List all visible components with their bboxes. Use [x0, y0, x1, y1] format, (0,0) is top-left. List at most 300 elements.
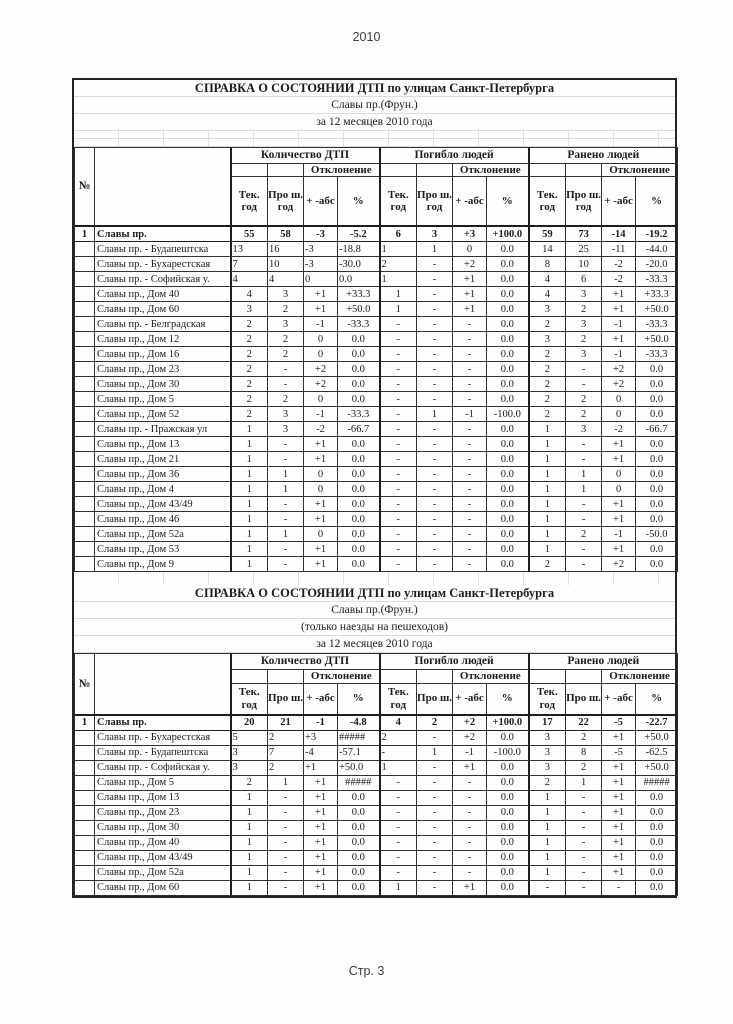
value-cell: -: [417, 452, 453, 467]
value-cell: 2: [268, 347, 304, 362]
value-cell: -33.3: [636, 347, 678, 362]
value-cell: 0.0: [636, 467, 678, 482]
value-cell: -1: [453, 407, 487, 422]
value-cell: -66.7: [636, 422, 678, 437]
row-street-name: Славы пр.: [95, 226, 231, 242]
value-cell: -: [417, 437, 453, 452]
value-cell: 0.0: [338, 835, 380, 850]
col-subheader: Про ш.: [268, 683, 304, 715]
value-cell: -: [417, 775, 453, 790]
value-cell: +1: [602, 775, 636, 790]
value-cell: -: [602, 880, 636, 895]
value-cell: -: [417, 392, 453, 407]
value-cell: 0.0: [636, 377, 678, 392]
value-cell: -: [417, 302, 453, 317]
value-cell: 0.0: [487, 880, 529, 895]
col-subheader: Тек. год: [231, 683, 268, 715]
value-cell: -: [417, 820, 453, 835]
value-cell: +1: [304, 302, 338, 317]
value-cell: 3: [231, 302, 268, 317]
col-subheader: + -абс: [453, 177, 487, 227]
col-subheader: + -абс: [304, 683, 338, 715]
row-number: [75, 302, 95, 317]
row-number: [75, 512, 95, 527]
value-cell: 2: [380, 730, 417, 745]
col-subheader: Тек. год: [529, 683, 566, 715]
value-cell: -: [453, 362, 487, 377]
row-street-name: Славы пр., Дом 52а: [95, 865, 231, 880]
col-group-header: Количество ДТП: [231, 148, 380, 164]
value-cell: 1: [529, 437, 566, 452]
accident-table: [74, 147, 678, 572]
row-number: [75, 257, 95, 272]
value-cell: 1: [529, 805, 566, 820]
value-cell: +1: [304, 850, 338, 865]
row-street-name: Славы пр., Дом 23: [95, 362, 231, 377]
value-cell: 1: [529, 865, 566, 880]
value-cell: 2: [231, 362, 268, 377]
value-cell: 0: [304, 467, 338, 482]
value-cell: -: [566, 865, 602, 880]
value-cell: 0.0: [636, 497, 678, 512]
value-cell: -: [417, 332, 453, 347]
value-cell: 3: [268, 422, 304, 437]
value-cell: +1: [304, 820, 338, 835]
row-street-name: Славы пр., Дом 16: [95, 347, 231, 362]
value-cell: -100.0: [487, 745, 529, 760]
value-cell: +1: [602, 835, 636, 850]
table-row: [75, 527, 678, 542]
table-title: Славы пр.(Фрун.): [74, 97, 675, 114]
value-cell: 2: [231, 347, 268, 362]
value-cell: 0: [304, 332, 338, 347]
value-cell: 1: [380, 287, 417, 302]
value-cell: 1: [529, 482, 566, 497]
value-cell: -: [566, 790, 602, 805]
value-cell: -: [566, 377, 602, 392]
value-cell: +1: [304, 835, 338, 850]
value-cell: -: [453, 557, 487, 572]
value-cell: 2: [529, 775, 566, 790]
value-cell: -3: [304, 257, 338, 272]
col-header-deviation: Отклонение: [304, 670, 380, 683]
value-cell: -62.5: [636, 745, 678, 760]
table-row: [75, 302, 678, 317]
value-cell: 2: [231, 332, 268, 347]
value-cell: -11: [602, 242, 636, 257]
value-cell: +33.3: [338, 287, 380, 302]
value-cell: 2: [566, 760, 602, 775]
value-cell: -33.3: [338, 317, 380, 332]
value-cell: +1: [304, 437, 338, 452]
value-cell: 0: [304, 272, 338, 287]
value-cell: 1: [529, 527, 566, 542]
value-cell: 0.0: [487, 497, 529, 512]
value-cell: 0.0: [487, 392, 529, 407]
value-cell: 0.0: [338, 542, 380, 557]
value-cell: 1: [268, 467, 304, 482]
table-row: [75, 287, 678, 302]
value-cell: 0: [602, 482, 636, 497]
value-cell: 0.0: [338, 437, 380, 452]
value-cell: -: [453, 332, 487, 347]
value-cell: 0: [304, 392, 338, 407]
value-cell: 1: [529, 835, 566, 850]
row-street-name: Славы пр., Дом 13: [95, 437, 231, 452]
value-cell: 0.0: [338, 512, 380, 527]
value-cell: 25: [566, 242, 602, 257]
col-header-deviation: Отклонение: [304, 164, 380, 177]
value-cell: -: [380, 452, 417, 467]
value-cell: +50.0: [636, 332, 678, 347]
value-cell: 0.0: [636, 362, 678, 377]
value-cell: 0.0: [487, 422, 529, 437]
table-row: [75, 775, 678, 790]
value-cell: 1: [380, 760, 417, 775]
value-cell: 1: [231, 865, 268, 880]
row-number: [75, 437, 95, 452]
value-cell: -: [380, 467, 417, 482]
value-cell: 2: [529, 377, 566, 392]
value-cell: -: [380, 377, 417, 392]
report-block-pedestrians: [74, 585, 675, 895]
value-cell: +1: [304, 805, 338, 820]
value-cell: 2: [268, 332, 304, 347]
value-cell: -50.0: [636, 527, 678, 542]
col-subheader: + -абс: [602, 177, 636, 227]
value-cell: 2: [529, 557, 566, 572]
value-cell: 1: [566, 775, 602, 790]
value-cell: -5: [602, 745, 636, 760]
table-row: [75, 730, 678, 745]
row-number: [75, 527, 95, 542]
value-cell: +1: [304, 760, 338, 775]
value-cell: -: [453, 865, 487, 880]
row-street-name: Славы пр., Дом 21: [95, 452, 231, 467]
value-cell: 3: [529, 302, 566, 317]
value-cell: -: [380, 805, 417, 820]
value-cell: 2: [529, 392, 566, 407]
value-cell: +1: [304, 497, 338, 512]
value-cell: 1: [268, 775, 304, 790]
value-cell: -: [380, 437, 417, 452]
value-cell: 0.0: [487, 257, 529, 272]
value-cell: 0.0: [338, 467, 380, 482]
value-cell: 2: [529, 407, 566, 422]
value-cell: +1: [304, 865, 338, 880]
value-cell: +1: [304, 542, 338, 557]
value-cell: 1: [380, 242, 417, 257]
value-cell: -5.2: [338, 226, 380, 242]
value-cell: 1: [529, 820, 566, 835]
value-cell: 3: [566, 317, 602, 332]
value-cell: 1: [529, 467, 566, 482]
value-cell: 0.0: [338, 362, 380, 377]
row-number: [75, 332, 95, 347]
value-cell: -: [268, 805, 304, 820]
value-cell: 0: [453, 242, 487, 257]
value-cell: -: [453, 775, 487, 790]
value-cell: 3: [231, 745, 268, 760]
value-cell: -: [380, 332, 417, 347]
value-cell: -18.8: [338, 242, 380, 257]
value-cell: -: [566, 805, 602, 820]
value-cell: +1: [602, 512, 636, 527]
value-cell: 0.0: [487, 790, 529, 805]
value-cell: -: [380, 835, 417, 850]
table-title: Славы пр.(Фрун.): [74, 602, 675, 619]
value-cell: 2: [231, 775, 268, 790]
value-cell: 3: [268, 317, 304, 332]
value-cell: 3: [529, 760, 566, 775]
value-cell: 0.0: [487, 272, 529, 287]
row-street-name: Славы пр. - Бухарестская: [95, 257, 231, 272]
value-cell: 1: [231, 805, 268, 820]
value-cell: 0.0: [636, 557, 678, 572]
value-cell: -100.0: [487, 407, 529, 422]
value-cell: 0.0: [338, 820, 380, 835]
value-cell: -: [453, 467, 487, 482]
row-number: [75, 805, 95, 820]
table-row: [75, 557, 678, 572]
col-subheader: + -абс: [602, 683, 636, 715]
value-cell: -1: [602, 527, 636, 542]
value-cell: -: [380, 392, 417, 407]
col-header-no: №: [75, 654, 95, 715]
report-block-accidents: [74, 80, 675, 572]
row-street-name: Славы пр., Дом 52: [95, 407, 231, 422]
row-street-name: Славы пр. - Софийская у.: [95, 760, 231, 775]
accident-table: [74, 653, 678, 895]
value-cell: +2: [453, 730, 487, 745]
value-cell: 0: [602, 467, 636, 482]
value-cell: #####: [338, 775, 380, 790]
value-cell: 1: [566, 467, 602, 482]
value-cell: 1: [417, 407, 453, 422]
value-cell: -30.0: [338, 257, 380, 272]
row-number: [75, 835, 95, 850]
value-cell: 6: [566, 272, 602, 287]
value-cell: -22.7: [636, 715, 678, 731]
col-header-deviation: Отклонение: [453, 670, 529, 683]
value-cell: +1: [304, 790, 338, 805]
value-cell: -: [268, 512, 304, 527]
col-subheader: Про ш.: [417, 683, 453, 715]
row-street-name: Славы пр., Дом 52а: [95, 527, 231, 542]
value-cell: 1: [529, 422, 566, 437]
value-cell: 1: [529, 452, 566, 467]
value-cell: 0.0: [338, 272, 380, 287]
row-number: [75, 287, 95, 302]
value-cell: 3: [417, 226, 453, 242]
value-cell: -: [453, 512, 487, 527]
value-cell: -: [417, 287, 453, 302]
value-cell: 4: [529, 272, 566, 287]
value-cell: 0.0: [487, 242, 529, 257]
table-title: за 12 месяцев 2010 года: [74, 636, 675, 653]
value-cell: +2: [602, 362, 636, 377]
value-cell: 0.0: [487, 317, 529, 332]
value-cell: -: [268, 497, 304, 512]
value-cell: -3: [304, 226, 338, 242]
value-cell: -: [453, 835, 487, 850]
col-header-deviation: Отклонение: [602, 670, 678, 683]
value-cell: 2: [380, 257, 417, 272]
value-cell: -: [417, 317, 453, 332]
row-number: 1: [75, 715, 95, 731]
value-cell: +1: [602, 452, 636, 467]
table-row: [75, 347, 678, 362]
value-cell: 1: [529, 790, 566, 805]
value-cell: -: [417, 377, 453, 392]
col-subheader: + -абс: [304, 177, 338, 227]
value-cell: +100.0: [487, 226, 529, 242]
col-header-street: [95, 148, 231, 227]
value-cell: 22: [566, 715, 602, 731]
row-street-name: Славы пр., Дом 40: [95, 287, 231, 302]
value-cell: -: [380, 820, 417, 835]
table-row: [75, 745, 678, 760]
value-cell: +3: [304, 730, 338, 745]
value-cell: 6: [380, 226, 417, 242]
table-title: (только наезды на пешеходов): [74, 619, 675, 636]
row-number: [75, 730, 95, 745]
value-cell: 1: [231, 512, 268, 527]
value-cell: -: [380, 347, 417, 362]
value-cell: 1: [529, 512, 566, 527]
table-row: [75, 257, 678, 272]
value-cell: 0.0: [338, 790, 380, 805]
value-cell: -19.2: [636, 226, 678, 242]
value-cell: 0.0: [338, 347, 380, 362]
value-cell: 1: [566, 482, 602, 497]
value-cell: -2: [602, 257, 636, 272]
value-cell: -: [566, 880, 602, 895]
value-cell: 3: [529, 745, 566, 760]
value-cell: 4: [380, 715, 417, 731]
col-subheader: Про ш.: [566, 683, 602, 715]
value-cell: 0.0: [338, 482, 380, 497]
row-street-name: Славы пр., Дом 30: [95, 377, 231, 392]
value-cell: -: [380, 497, 417, 512]
row-number: [75, 347, 95, 362]
value-cell: +50.0: [636, 302, 678, 317]
value-cell: -: [380, 422, 417, 437]
value-cell: -: [268, 850, 304, 865]
value-cell: -: [529, 880, 566, 895]
value-cell: 0.0: [636, 512, 678, 527]
col-header-deviation: Отклонение: [602, 164, 678, 177]
value-cell: 3: [529, 332, 566, 347]
row-street-name: Славы пр., Дом 43/49: [95, 497, 231, 512]
value-cell: 0.0: [487, 820, 529, 835]
value-cell: 0.0: [338, 392, 380, 407]
value-cell: 4: [268, 272, 304, 287]
value-cell: -: [380, 482, 417, 497]
table-row: [75, 317, 678, 332]
table-row: [75, 865, 678, 880]
table-row: [75, 497, 678, 512]
value-cell: 2: [566, 527, 602, 542]
value-cell: -: [417, 527, 453, 542]
row-number: [75, 377, 95, 392]
value-cell: 0.0: [338, 805, 380, 820]
value-cell: 1: [231, 820, 268, 835]
value-cell: 2: [268, 302, 304, 317]
value-cell: 2: [566, 332, 602, 347]
col-group-header: Ранено людей: [529, 148, 678, 164]
row-street-name: Славы пр., Дом 30: [95, 820, 231, 835]
row-number: [75, 467, 95, 482]
value-cell: +1: [602, 805, 636, 820]
table-row: [75, 437, 678, 452]
value-cell: -: [380, 865, 417, 880]
value-cell: -: [453, 790, 487, 805]
value-cell: 1: [380, 880, 417, 895]
value-cell: -20.0: [636, 257, 678, 272]
row-street-name: Славы пр. - Бухарестская: [95, 730, 231, 745]
spacer-row: [74, 572, 675, 585]
value-cell: -: [566, 452, 602, 467]
value-cell: -4.8: [338, 715, 380, 731]
value-cell: 3: [268, 407, 304, 422]
table-row: [75, 512, 678, 527]
value-cell: +1: [453, 880, 487, 895]
value-cell: 2: [566, 730, 602, 745]
value-cell: 3: [268, 287, 304, 302]
value-cell: 59: [529, 226, 566, 242]
value-cell: +50.0: [636, 760, 678, 775]
value-cell: 0.0: [487, 287, 529, 302]
value-cell: -33.3: [636, 317, 678, 332]
value-cell: -: [268, 377, 304, 392]
value-cell: -: [268, 865, 304, 880]
row-number: [75, 790, 95, 805]
value-cell: -: [268, 820, 304, 835]
row-street-name: Славы пр.: [95, 715, 231, 731]
value-cell: -: [453, 392, 487, 407]
value-cell: 2: [231, 407, 268, 422]
value-cell: 0.0: [338, 497, 380, 512]
value-cell: 2: [231, 317, 268, 332]
value-cell: -: [417, 760, 453, 775]
value-cell: -: [453, 820, 487, 835]
value-cell: -2: [602, 422, 636, 437]
value-cell: 2: [417, 715, 453, 731]
value-cell: 3: [566, 287, 602, 302]
value-cell: +1: [453, 287, 487, 302]
value-cell: -: [268, 835, 304, 850]
value-cell: 0: [304, 347, 338, 362]
row-number: [75, 880, 95, 895]
value-cell: -: [380, 790, 417, 805]
value-cell: -: [417, 482, 453, 497]
value-cell: 0.0: [338, 850, 380, 865]
value-cell: 1: [380, 302, 417, 317]
value-cell: 21: [268, 715, 304, 731]
value-cell: 0.0: [487, 437, 529, 452]
value-cell: 10: [566, 257, 602, 272]
value-cell: -: [380, 542, 417, 557]
value-cell: +1: [304, 452, 338, 467]
value-cell: 10: [268, 257, 304, 272]
col-subheader: Тек. год: [380, 683, 417, 715]
col-header-deviation: Отклонение: [453, 164, 529, 177]
page-year: 2010: [352, 30, 381, 44]
row-number: [75, 482, 95, 497]
col-header-no: №: [75, 148, 95, 227]
value-cell: -: [453, 527, 487, 542]
